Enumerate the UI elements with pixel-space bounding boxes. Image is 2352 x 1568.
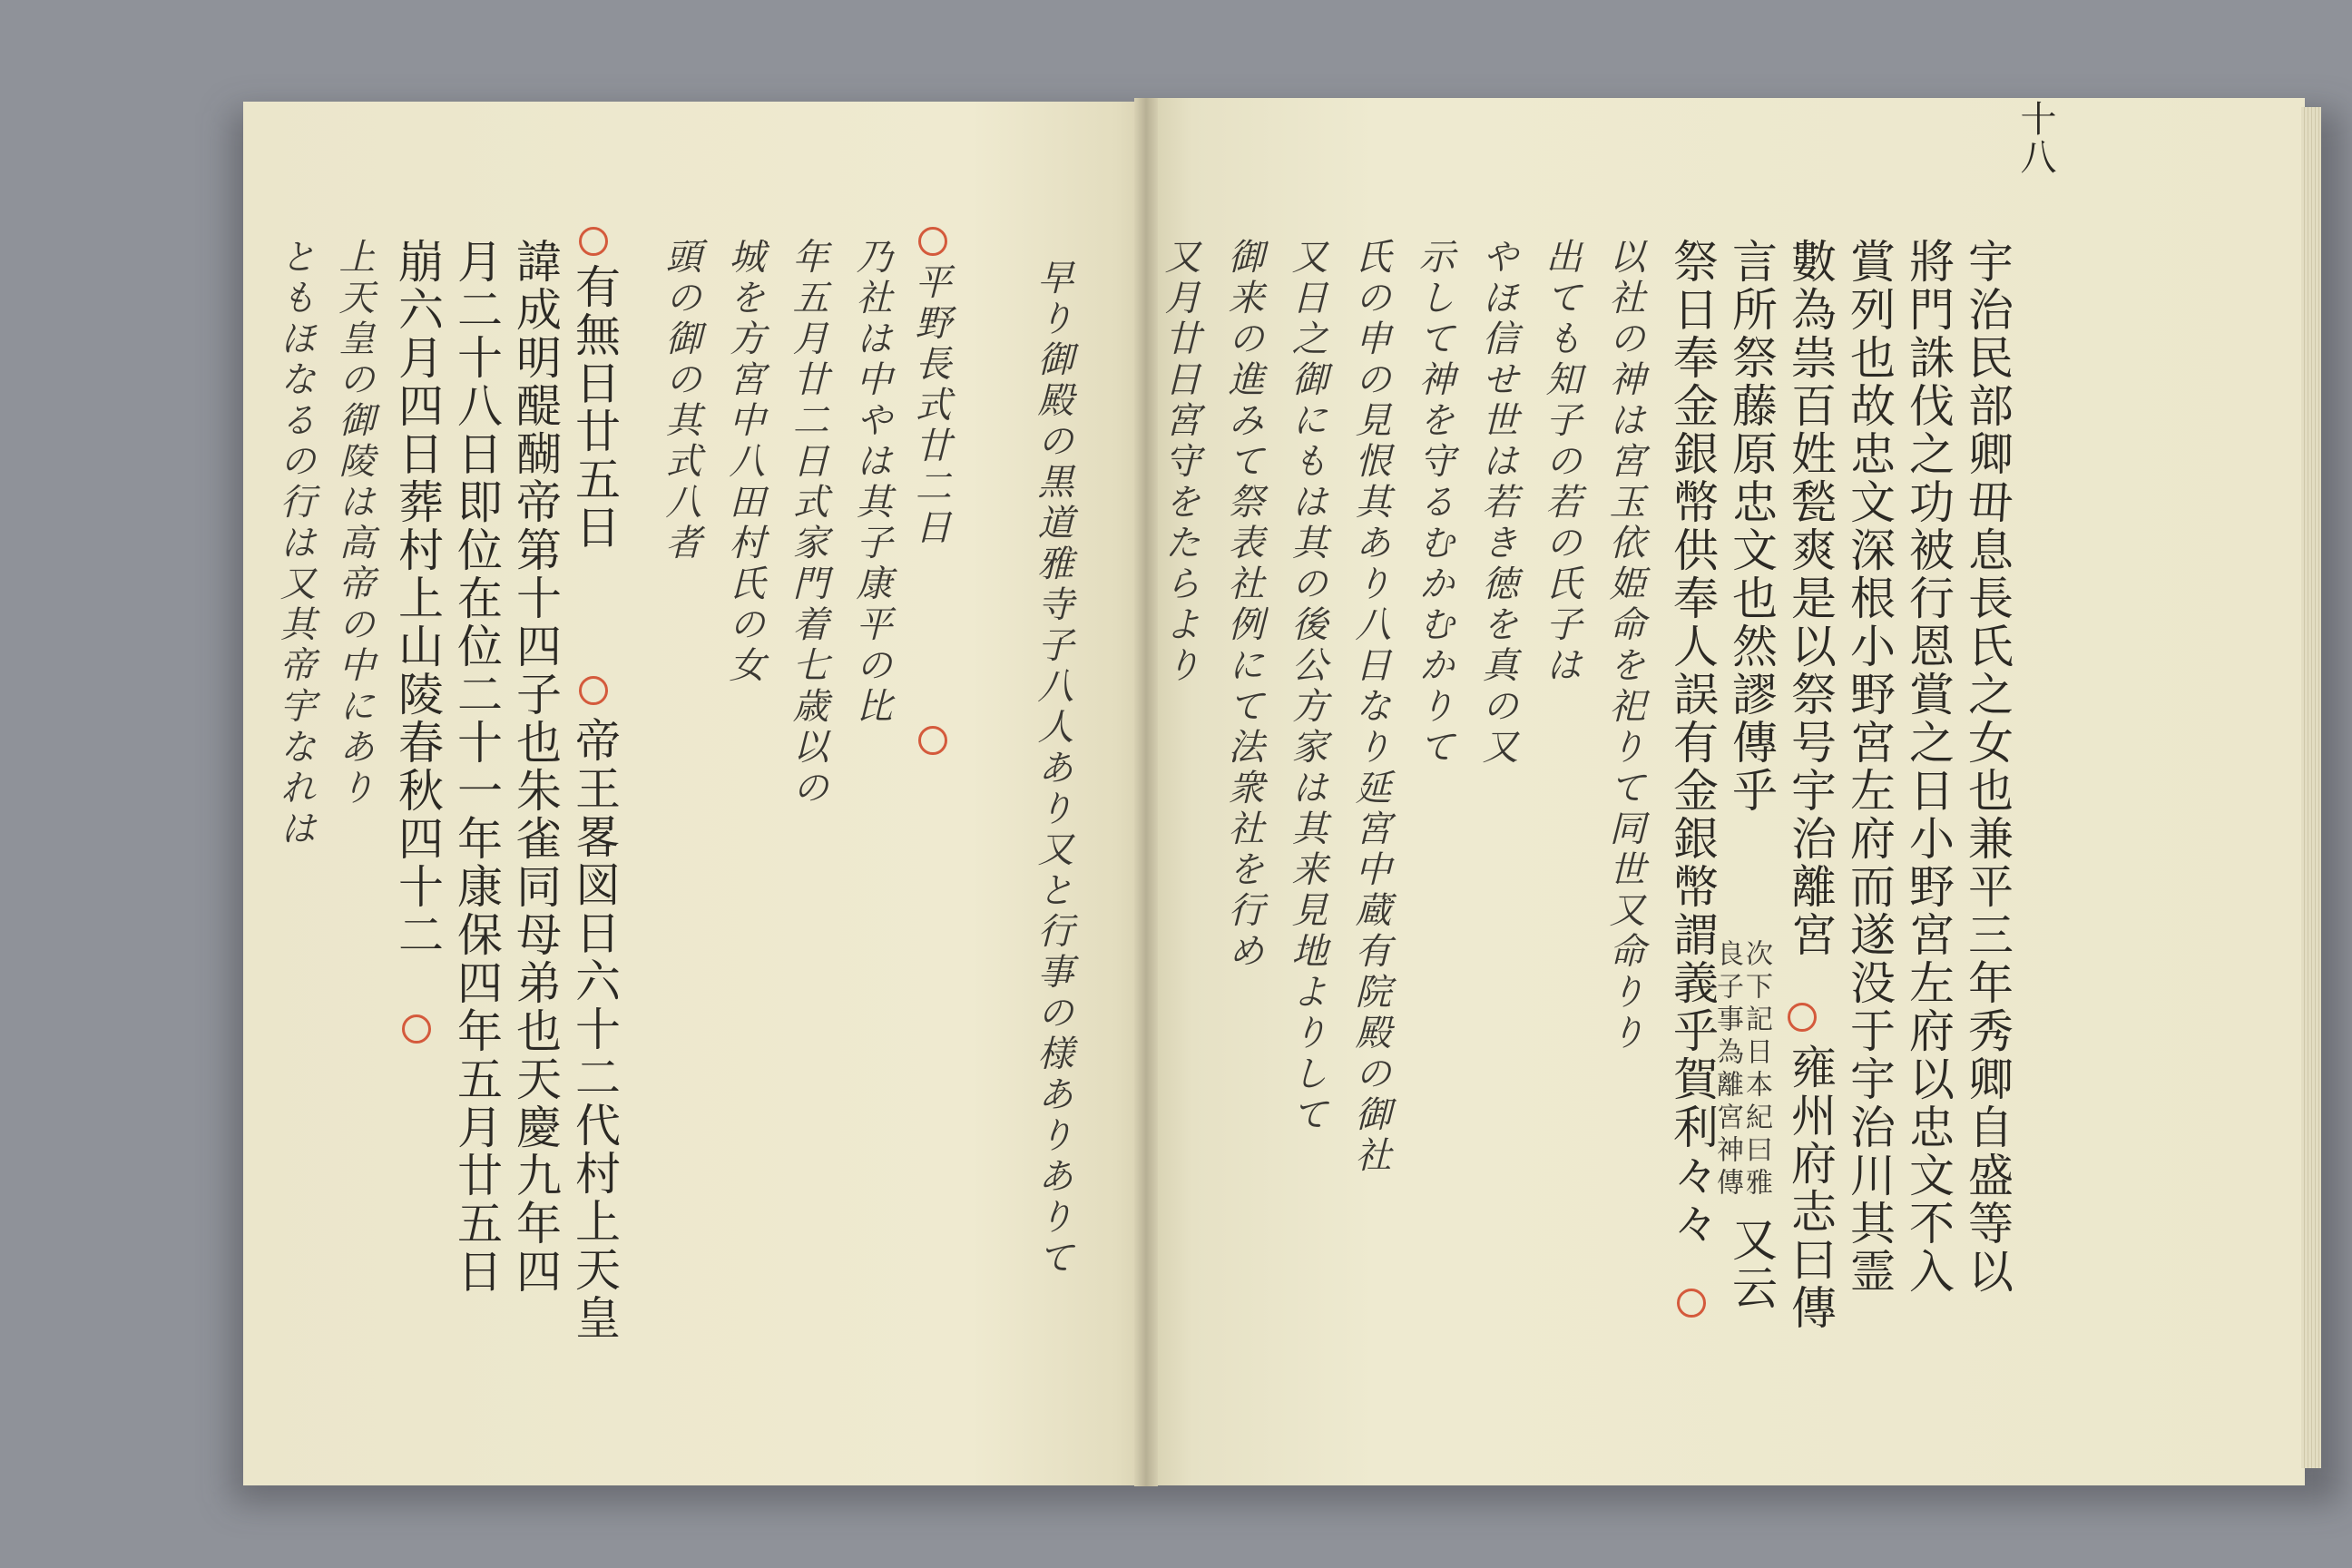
interlinear-note-1: 次下記日本紀曰雅 [1740,939,1772,1200]
book-gutter [1134,98,1158,1486]
left-cursive-1: 早り御殿の黒道雅寺子八人あり又と行事の様ありありて [1032,259,1073,1279]
right-cursive-4: 示して神を守るむかむかりて [1413,238,1455,769]
right-cursive-6: 又日之御にもは其の後公方家は其来見地よりして [1286,238,1328,1136]
right-cursive-8: 又月廿日宮守をたらより [1159,238,1200,687]
right-column-3: 賞列也故忠文深根小野宮左府而遂没于宇治川其霊 [1843,238,1896,1296]
right-cursive-3: やほ信せ世は若き徳を真の又 [1476,238,1518,769]
red-circle-mark [1788,1003,1817,1032]
red-circle-mark [918,227,947,256]
right-column-4: 數為祟百姓甃爽是以祭号宇治離宮 [1784,238,1837,959]
page-edges [2301,107,2321,1468]
left-cursive-6: 頭の御の其式八者 [660,238,701,564]
right-column-1: 宇治民部卿毌息長氏之女也兼平三年秀卿自盛等以 [1961,238,2014,1296]
left-cursive-4: 年五月廿二日式家門着七歳以の [787,238,828,809]
left-column-3: 崩六月四日葬村上山陵春秋四十二 [391,238,444,959]
right-cursive-7: 御来の進みて祭表社例にて法衆社を行め [1222,238,1264,973]
left-cursive-5: 城を方宮中八田村氏の女 [723,238,765,687]
left-column-1: 諱成明醍醐帝第十四子也朱雀同母弟也天慶九年四 [509,238,562,1296]
red-circle-mark [1677,1289,1706,1318]
right-column-4-tail: 雍州府志曰傳 [1784,1044,1837,1332]
red-circle-mark [579,227,608,256]
right-cursive-1: 以社の神は宮玉依姫命を祀りて同世又命りり [1603,238,1645,1054]
right-column-2: 將門誅伐之功被行恩賞之日小野宮左府以忠文不入 [1902,238,1955,1296]
right-column-5-tail: 又云 [1725,1216,1778,1312]
left-cursive-3: 乃社は中やは其子康平の比 [850,238,892,728]
left-column-2: 月二十八日即位在位二十一年康保四年五月廿五日 [450,238,503,1296]
right-cursive-5: 氏の申の見恨其あり八日なり延宮中蔵有院殿の御社 [1349,238,1391,1177]
left-cursive-tail-1: 上天皇の御陵は高帝の中にあり [333,238,375,809]
red-circle-mark [402,1014,431,1044]
right-column-6: 祭日奉金銀幣供奉人誤有金銀幣謂義乎賀利々々 [1666,238,1719,1248]
interlinear-note-2: 良子事為離宮神傳 [1711,939,1743,1200]
red-circle-mark [918,726,947,755]
page-number: 十八 [2014,100,2056,176]
left-heading-2: 有無日廿五日 [568,263,621,552]
left-heading-1: 平野長式廿二日 [909,263,951,549]
left-cursive-tail-2: ともほなるの行は又其帝宇なれは [274,238,316,850]
right-column-5: 言所祭藤原忠文也然謬傳乎 [1725,238,1778,815]
right-cursive-2: 出ても知子の若の氏子は [1540,238,1582,687]
red-circle-mark [579,676,608,705]
left-heading-3: 帝王畧図日六十二代村上天皇 [568,717,621,1342]
